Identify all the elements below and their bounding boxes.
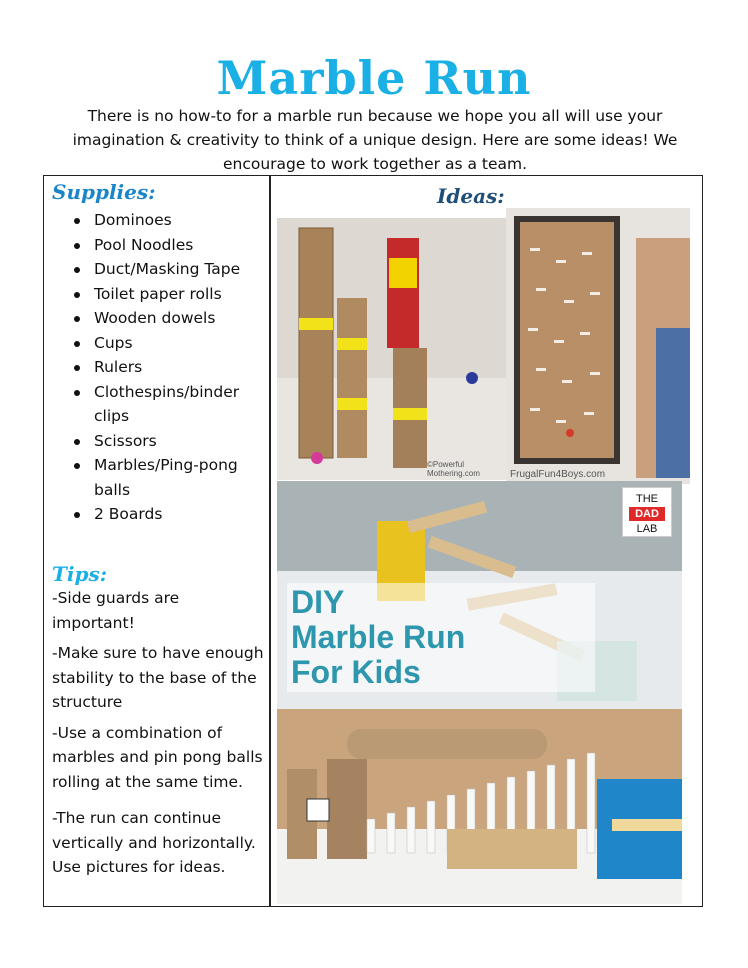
list-item: Cups	[58, 331, 263, 356]
tips-list	[52, 586, 264, 886]
tips-heading: Tips:	[52, 562, 108, 586]
diy-overlay-text: DIY Marble Run For Kids	[287, 583, 595, 692]
left-column	[44, 176, 269, 906]
tip-item: -Make sure to have enough stability to the base of the structure	[52, 644, 264, 711]
supplies-heading: Supplies:	[52, 180, 156, 204]
tube-tower-illustration	[277, 218, 507, 480]
list-item: Scissors	[58, 429, 263, 454]
list-item: Wooden dowels	[58, 306, 263, 331]
list-item: Rulers	[58, 355, 263, 380]
tip-item: -The run can continue vertically and horizontally. Use pictures for ideas.	[52, 809, 256, 876]
column-divider	[269, 176, 271, 906]
ideas-heading: Ideas:	[437, 184, 505, 208]
list-item: 2 Boards	[58, 502, 263, 527]
list-item: Clothespins/binder clips	[58, 380, 263, 429]
photo-pegboard-run	[506, 208, 690, 484]
photo2-caption: FrugalFun4Boys.com	[510, 469, 606, 480]
list-item: Duct/Masking Tape	[58, 257, 263, 282]
page-title: Marble Run	[216, 51, 532, 105]
list-item: Pool Noodles	[58, 233, 263, 258]
photo1-caption: ©Powerful Mothering.com	[427, 460, 480, 478]
photo-clothespin-run	[277, 481, 682, 709]
pegboard-illustration	[506, 208, 690, 484]
dad-lab-logo: THE DAD LAB	[622, 487, 672, 537]
domino-illustration	[277, 709, 682, 904]
content-table	[43, 175, 703, 907]
supplies-list	[58, 208, 263, 527]
list-item: Marbles/Ping-pong balls	[58, 453, 263, 502]
tip-item: -Use a combination of marbles and pin pong balls rolling at the same time.	[52, 723, 263, 791]
list-item: Toilet paper rolls	[58, 282, 263, 307]
photo-domino-run	[277, 709, 682, 904]
list-item: Dominoes	[58, 208, 263, 233]
photo-tube-tower	[277, 218, 507, 480]
intro-text: There is no how-to for a marble run because we hope you all will use your imagination & creativity to think of a unique design. Here are some ideas! We encourage to work together as a team.	[72, 107, 678, 173]
tip-item: -Side guards are important!	[52, 589, 180, 632]
